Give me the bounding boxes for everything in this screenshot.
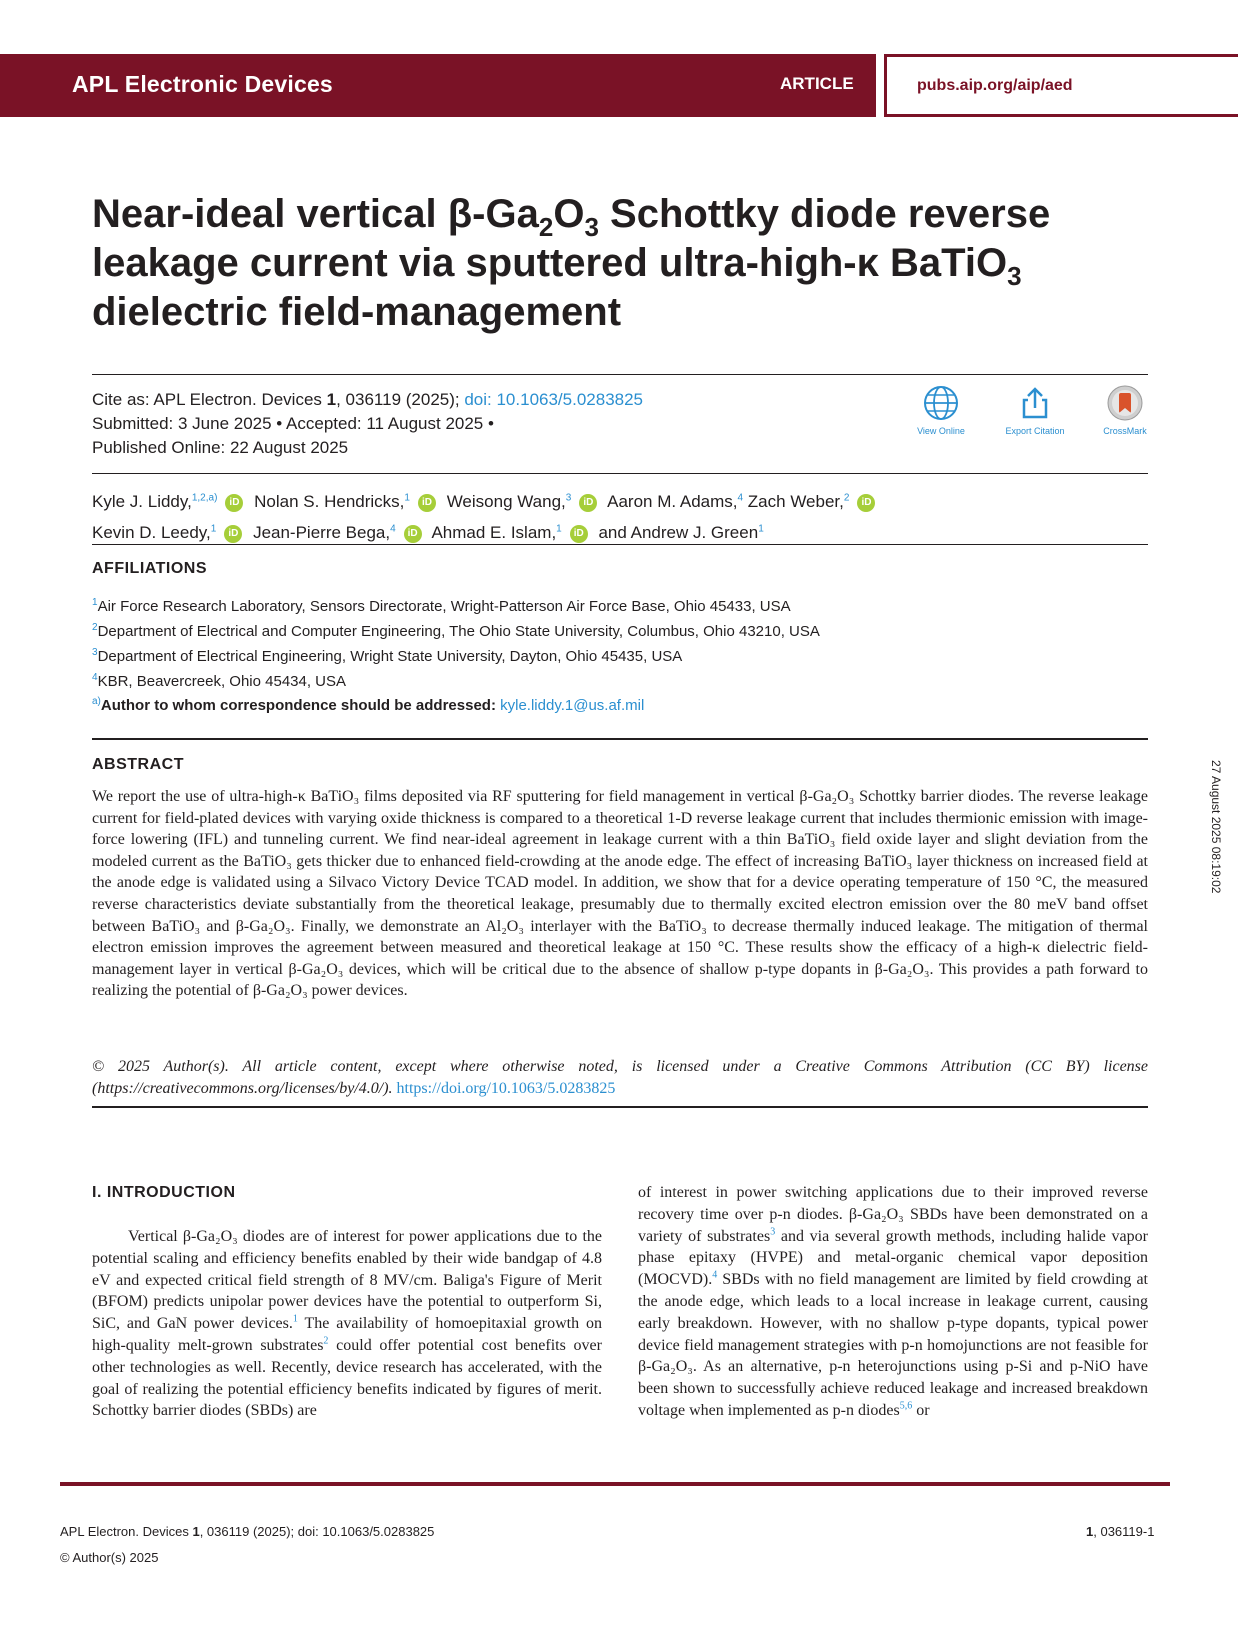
journal-name[interactable]: APL Electronic Devices <box>72 71 333 97</box>
divider <box>92 544 1148 545</box>
orcid-icon[interactable]: iD <box>224 525 242 543</box>
correspondence-sup: a) <box>92 696 101 707</box>
author-name: Jean-Pierre Bega, <box>253 523 391 543</box>
author-name: Nolan S. Hendricks, <box>254 491 405 511</box>
affiliation-sup: 4 <box>737 492 744 503</box>
footer-volume: 1 <box>192 1524 200 1539</box>
license-doi-link[interactable]: https://doi.org/10.1063/5.0283825 <box>396 1079 616 1097</box>
affiliation-item <box>92 667 820 692</box>
journal-url-link[interactable]: pubs.aip.org/aip/aed <box>917 77 1073 94</box>
footer-rule <box>60 1482 1170 1486</box>
body-text: Vertical β-Ga₂O₃ diodes are of interest for power applications due to the potential scaling and efficiency benefits enabled by their wide bandgap of 4.8 eV and expected critical field strength of 8 MV/cm. Baliga's Figure of Merit (BFOM) predicts unipolar power devices have the potential to outperform Si, SiC, and GaN power devices. <box>92 1228 602 1333</box>
footer-page-number <box>1086 1524 1154 1539</box>
body-text: and via several growth methods, including halide vapor phase epitaxy (HVPE) and metal-organic chemical vapor deposition (MOCVD). <box>638 1227 1148 1289</box>
crossmark-label: CrossMark <box>1103 426 1147 436</box>
author[interactable] <box>607 492 743 511</box>
author[interactable] <box>253 523 396 542</box>
affiliation-sup: 3 <box>565 492 572 503</box>
view-online-label: View Online <box>917 426 965 436</box>
body-column-right <box>638 1182 1148 1422</box>
reference-link[interactable]: 1 <box>292 1313 298 1325</box>
body-column-left <box>92 1226 602 1422</box>
affiliation-text: KBR, Beavercreek, Ohio 45434, USA <box>97 673 347 690</box>
author[interactable] <box>92 523 216 542</box>
export-citation-button[interactable] <box>1000 384 1070 436</box>
crossmark-icon <box>1106 384 1144 422</box>
title-text: Near-ideal vertical β-Ga <box>92 192 539 236</box>
affiliation-sup: 1 <box>556 523 562 535</box>
author-name: Kevin D. Leedy, <box>92 523 211 543</box>
export-citation-label: Export Citation <box>1005 426 1065 436</box>
article-type-label: ARTICLE <box>780 74 854 93</box>
author-name: Zach Weber, <box>747 491 844 511</box>
author-name: Ahmad E. Islam, <box>431 523 557 543</box>
license-statement <box>92 1056 1148 1099</box>
body-text: The availability of homoepitaxial growth on high-quality melt-grown substrates <box>92 1315 602 1354</box>
affiliation-sup: 2 <box>843 492 850 503</box>
orcid-icon[interactable]: iD <box>857 494 875 512</box>
cite-prefix: Cite as: APL Electron. Devices <box>92 390 327 409</box>
footer-page: , 036119-1 <box>1093 1524 1155 1539</box>
reference-link[interactable]: 4 <box>712 1269 718 1281</box>
globe-icon <box>922 384 960 422</box>
affiliation-number: 1 <box>92 597 98 608</box>
affiliation-text: Department of Electrical Engineering, Wright State University, Dayton, Ohio 45435, USA <box>97 648 683 665</box>
abstract-text: We report the use of ultra-high-κ BaTiO₃ films deposited via RF sputtering for field management in vertical β-Ga₂O₃ Schottky barrier diodes. The reverse leakage current for field-plated devices with varying oxide thickness is compared to a theoretical 1-D reverse leakage current that includes thermionic emission with image-force lowering (IFL) and tunneling current. We find near-ideal agreement in leakage current with a thin BaTiO₃ field oxide layer and slight deviation from the modeled current as the BaTiO₃ gets thicker due to enhanced field-crowding at the anode edge. The effect of increasing BaTiO₃ layer thickness on increased field at the anode edge is validated using a Silvaco Victory Device TCAD model. In addition, we show that for a device operating temperature of 150 °C, the measured reverse characteristics deviate substantially from the theoretical leakage, presumably due to thermally excited electron emission over the 80 meV band offset between BaTiO₃ and β-Ga₂O₃. Finally, we demonstrate an Al₂O₃ interlayer with the BaTiO₃ to decrease thermally induced leakage. The mitigation of thermal electron emission improves the agreement between measured and theoretical leakage at 150 °C. These results show the efficacy of a high-κ dielectric field-management layer in vertical β-Ga₂O₃ devices, which will be critical due to the absence of shallow p-type dopants in β-Ga₂O₃. This provides a path forward to realizing the potential of β-Ga₂O₃ power devices. <box>92 788 1148 1000</box>
body-text: of interest in power switching applications due to their improved reverse recovery time over p-n diodes. β-Ga₂O₃ SBDs have been demonstrated on a variety of substrates <box>638 1184 1148 1245</box>
affiliation-item <box>92 592 820 617</box>
correspondence-note <box>92 696 644 714</box>
title-subscript: 3 <box>584 212 599 242</box>
footer-text: , 036119 (2025); doi: 10.1063/5.0283825 <box>199 1524 435 1539</box>
affiliations-heading: AFFILIATIONS <box>92 560 208 577</box>
correspondence-label: Author to whom correspondence should be addressed: <box>100 697 501 714</box>
affiliation-sup: 1 <box>404 492 410 503</box>
author[interactable] <box>447 492 572 511</box>
affiliation-sup: 1,2,a) <box>191 492 218 503</box>
title-text: Schottky diode reverse <box>598 192 1051 236</box>
cite-volume: 1 <box>326 390 337 409</box>
correspondence-email-link[interactable]: kyle.liddy.1@us.af.mil <box>500 697 645 714</box>
title-text: dielectric field-management <box>92 290 622 334</box>
author-name: and Andrew J. Green <box>598 523 759 543</box>
author-list <box>92 484 1152 547</box>
reference-link[interactable]: 5,6 <box>899 1400 913 1412</box>
abstract-heading: ABSTRACT <box>92 756 184 773</box>
doi-link[interactable]: doi: 10.1063/5.0283825 <box>464 390 644 409</box>
affiliation-sup: 1 <box>210 523 217 535</box>
submission-dates: Submitted: 3 June 2025 • Accepted: 11 August 2025 • <box>92 414 494 433</box>
published-date: Published Online: 22 August 2025 <box>92 438 349 457</box>
footer-citation <box>60 1524 434 1539</box>
crossmark-button[interactable] <box>1090 384 1160 436</box>
author-name: Weisong Wang, <box>446 491 566 511</box>
affiliation-item <box>92 642 820 667</box>
affiliation-number: 2 <box>92 622 98 633</box>
divider <box>92 1106 1148 1108</box>
reference-link[interactable]: 3 <box>770 1226 776 1238</box>
header-url-box <box>884 54 1238 117</box>
orcid-icon[interactable]: iD <box>579 494 597 512</box>
divider <box>92 473 1148 474</box>
reference-link[interactable]: 2 <box>323 1335 329 1347</box>
article-title <box>92 190 1152 337</box>
divider <box>92 374 1148 375</box>
orcid-icon[interactable]: iD <box>225 494 243 512</box>
author-name: Aaron M. Adams, <box>607 491 738 511</box>
body-text: or <box>912 1401 930 1419</box>
affiliation-text: Air Force Research Laboratory, Sensors Directorate, Wright-Patterson Air Force Base, Ohio 45433, USA <box>97 598 791 615</box>
footer-copyright: © Author(s) 2025 <box>60 1550 159 1565</box>
header-banner <box>0 54 876 117</box>
orcid-icon[interactable]: iD <box>418 494 436 512</box>
author-name: Kyle J. Liddy, <box>92 491 192 511</box>
title-subscript: 2 <box>538 212 554 242</box>
introduction-heading: I. INTRODUCTION <box>92 1184 236 1201</box>
title-text: leakage current via sputtered ultra-high-κ BaTiO <box>92 241 1008 285</box>
author[interactable] <box>92 492 217 511</box>
affiliation-sup: 1 <box>758 523 764 535</box>
title-text: O <box>553 192 585 236</box>
affiliation-number: 3 <box>92 647 98 658</box>
affiliation-text: Department of Electrical and Computer Engineering, The Ohio State University, Columbus, Ohio 43210, USA <box>97 623 820 640</box>
affiliation-item <box>92 617 820 642</box>
view-online-button[interactable] <box>906 384 976 436</box>
download-timestamp: 27 August 2025 08:19:02 <box>1209 760 1223 894</box>
body-text: SBDs with no field management are limited by field crowding at the anode edge, which leads to a local increase in leakage current, causing early breakdown. However, with no shallow p-type dopants, typical power device field management strategies with p-n homojunctions are not feasible for β-Ga₂O₃. As an alternative, p-n heterojunctions using p-Si and p-NiO have been shown to successfully achieve reduced leakage and increased breakdown voltage when implemented as p-n diodes <box>638 1271 1148 1419</box>
author[interactable] <box>748 492 850 511</box>
author[interactable] <box>254 492 410 511</box>
divider <box>92 738 1148 740</box>
author[interactable] <box>431 523 561 542</box>
journal-header <box>0 54 1238 117</box>
affiliation-sup: 4 <box>390 523 396 535</box>
cite-rest: , 036119 (2025); <box>336 390 465 409</box>
footer-volume: 1 <box>1086 1524 1094 1539</box>
affiliations-list <box>92 592 820 692</box>
body-text: could offer potential cost benefits over other technologies as well. Recently, device research has accelerated, with the goal of realizing the potential efficiency benefits indicated by figures of merit. Schottky barrier diodes (SBDs) are <box>92 1336 602 1420</box>
orcid-icon[interactable]: iD <box>404 525 422 543</box>
citation-block <box>92 388 643 460</box>
author[interactable] <box>598 523 763 542</box>
footer-text: APL Electron. Devices <box>60 1524 193 1539</box>
affiliation-number: 4 <box>92 672 98 683</box>
license-text: © 2025 Author(s). All article content, except where otherwise noted, is licensed under a Creative Commons Attribution (CC BY) license (https://creativecommons.org/licenses/by/4.0/). <box>92 1058 1148 1097</box>
orcid-icon[interactable]: iD <box>570 525 588 543</box>
export-icon <box>1016 384 1054 422</box>
title-subscript: 3 <box>1007 261 1022 291</box>
